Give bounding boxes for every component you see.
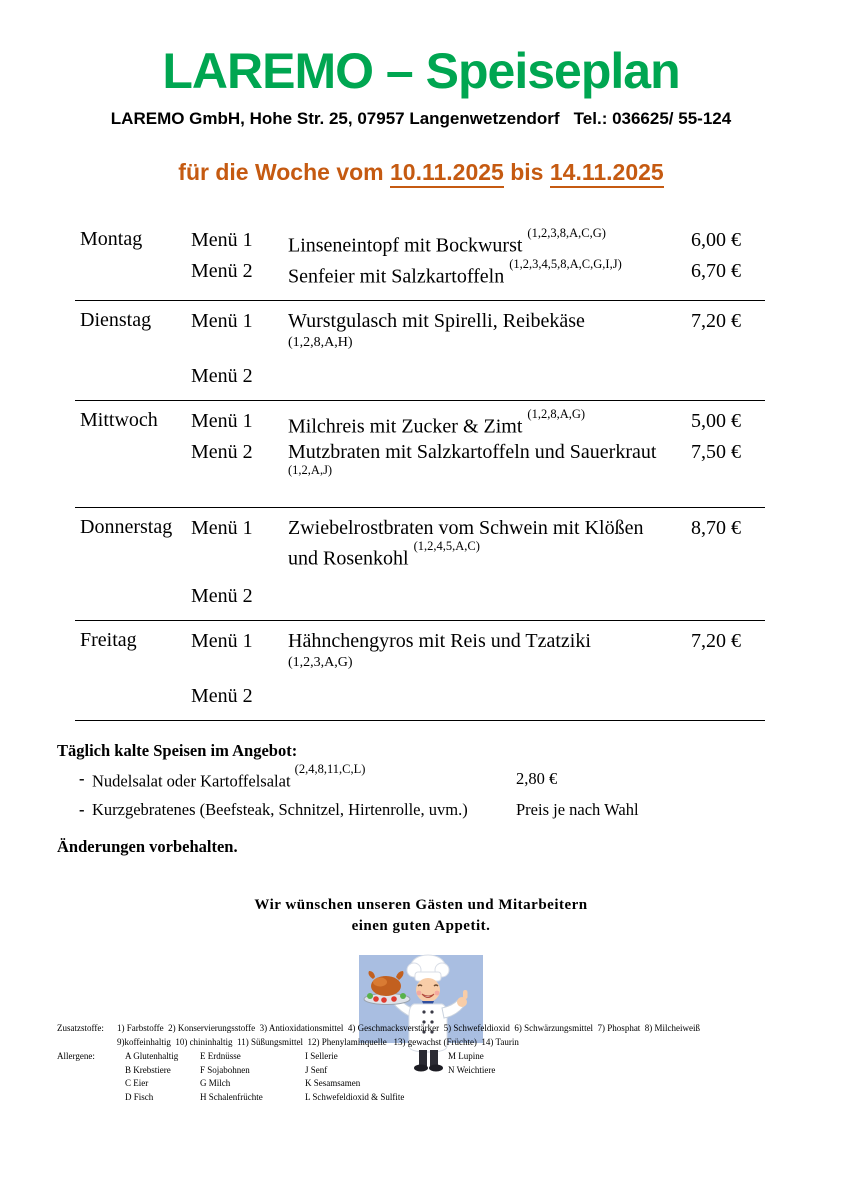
- footnotes: [57, 1022, 787, 1104]
- allergen-item: F Sojabohnen: [200, 1064, 250, 1075]
- additives-list-1: 1) Farbstoffe 2) Konservierungsstoffe 3) Antioxidationsmittel 4) Geschmacksverstärker 5) Schwefeldioxid 6) Schwärzungsmittel 7) Phosphat 8) Milcheiweiß: [117, 1023, 701, 1033]
- menu-number-label: Menü 1: [191, 630, 253, 653]
- price: 8,70 €: [691, 516, 741, 539]
- bullet-dash: -: [79, 769, 85, 789]
- menu-row: [191, 440, 765, 496]
- allergen-codes: (1,2,A,J): [288, 462, 333, 477]
- menu-row: [191, 309, 765, 351]
- week-range-line: [57, 159, 785, 186]
- menu-row: [191, 584, 765, 609]
- wish-line-2: einen guten Appetit.: [351, 917, 491, 934]
- allergen-item: G Milch: [200, 1078, 231, 1088]
- week-prefix: für die Woche vom: [178, 159, 384, 185]
- dish-name: Senfeier mit Salzkartoffeln: [288, 265, 505, 288]
- allergen-codes: (2,4,8,11,C,L): [294, 762, 366, 777]
- allergen-codes: (1,2,8,A,H): [288, 335, 353, 351]
- allergen-codes: (1,2,3,A,G): [288, 655, 353, 671]
- day-block-mittwoch: [75, 401, 765, 507]
- weekly-menu-table: [75, 220, 765, 721]
- price: 6,70 €: [691, 259, 741, 282]
- dish-name: Milchreis mit Zucker & Zimt: [288, 415, 523, 438]
- bullet-dash: -: [79, 799, 85, 819]
- allergen-column-1: [125, 1050, 200, 1104]
- price: [691, 364, 765, 389]
- allergen-item: I Sellerie: [305, 1051, 338, 1061]
- offer-row: [57, 762, 785, 792]
- menu-number-label: Menü 1: [191, 410, 253, 433]
- allergen-item: C Eier: [125, 1078, 149, 1088]
- menu-row: [191, 364, 765, 389]
- page-title: LAREMO – Speiseplan: [162, 43, 680, 99]
- allergen-codes: (1,2,4,5,A,C): [413, 538, 480, 553]
- allergen-item: N Weichtiere: [448, 1064, 496, 1075]
- menu-row: [191, 228, 765, 259]
- dish-name: Wurstgulasch mit Spirelli, Reibekäse: [288, 310, 585, 333]
- price: 7,50 €: [691, 440, 741, 463]
- company-address: LAREMO GmbH, Hohe Str. 25, 07957 Langenwetzendorf Tel.: 036625/ 55-124: [110, 109, 732, 128]
- allergen-item: A Glutenhaltig: [125, 1051, 179, 1061]
- allergen-item: K Sesamsamen: [305, 1078, 361, 1088]
- day-label: Mittwoch: [80, 409, 158, 432]
- allergen-item: J Senf: [305, 1064, 328, 1075]
- allergens-label: Allergene:: [57, 1051, 95, 1061]
- allergen-column-4: [448, 1050, 495, 1104]
- dish-name: Linseneintopf mit Bockwurst: [288, 234, 523, 257]
- offer-price: 2,80 €: [516, 769, 558, 789]
- menu-number-label: Menü 2: [191, 685, 253, 708]
- offer-name: Nudelsalat oder Kartoffelsalat: [92, 771, 291, 791]
- menu-row: [191, 256, 765, 290]
- dish-name: [288, 364, 676, 389]
- price: [691, 684, 765, 709]
- allergen-item: B Krebstiere: [125, 1064, 171, 1075]
- allergen-item: D Fisch: [125, 1091, 154, 1102]
- day-label: Freitag: [80, 629, 137, 652]
- wish-line-1: Wir wünschen unseren Gästen und Mitarbeitern: [254, 896, 588, 913]
- allergen-item: E Erdnüsse: [200, 1051, 241, 1061]
- dish-name: [288, 584, 676, 609]
- menu-number-label: Menü 2: [191, 365, 253, 388]
- day-label: Donnerstag: [80, 515, 173, 538]
- day-block-montag: [75, 220, 765, 301]
- day-block-dienstag: [75, 301, 765, 401]
- allergen-item: H Schalenfrüchte: [200, 1091, 263, 1102]
- allergen-codes: (1,2,3,4,5,8,A,C,G,I,J): [509, 256, 622, 271]
- menu-number-label: Menü 2: [191, 259, 253, 282]
- offer-name: Kurzgebratenes (Beefsteak, Schnitzel, Hirtenrolle, uvm.): [92, 799, 468, 819]
- allergen-column-2: [200, 1050, 305, 1104]
- week-mid: bis: [510, 159, 544, 185]
- price: 7,20 €: [691, 630, 741, 653]
- appetit-wish: [57, 895, 785, 937]
- menu-number-label: Menü 1: [191, 229, 253, 251]
- day-block-freitag: [75, 621, 765, 721]
- allergen-codes: (1,2,8,A,G): [527, 407, 586, 422]
- dish-name: Mutzbraten mit Salzkartoffeln und Sauerkraut: [288, 440, 657, 463]
- allergen-column-3: [305, 1050, 448, 1104]
- menu-row: [191, 409, 765, 440]
- day-label: Montag: [80, 228, 143, 250]
- additives-line-2: 9)koffeinhaltig 10) chininhaltig 11) Süßungsmittel 12) Phenylaminquelle 13) gewachst (Früchte) 14) Taurin: [117, 1036, 519, 1047]
- allergen-item: M Lupine: [448, 1051, 484, 1061]
- allergens-block: [57, 1050, 787, 1104]
- day-block-donnerstag: [75, 508, 765, 622]
- menu-number-label: Menü 2: [191, 440, 253, 463]
- allergen-item: L Schwefeldioxid & Sulfite: [305, 1091, 405, 1102]
- price: [691, 584, 765, 609]
- price: 5,00 €: [691, 410, 741, 433]
- menu-number-label: Menü 2: [191, 585, 253, 608]
- dish-name: Zwiebelrostbraten vom Schwein mit Klößen und Rosenkohl: [288, 516, 644, 570]
- allergen-codes: (1,2,3,8,A,C,G): [527, 226, 606, 240]
- offer-price: Preis je nach Wahl: [516, 799, 639, 819]
- day-label: Dienstag: [80, 309, 152, 332]
- additives-line-1: [57, 1022, 787, 1036]
- price: 6,00 €: [691, 229, 741, 251]
- menu-row: [191, 684, 765, 709]
- menu-row: [191, 629, 765, 671]
- offer-row: [57, 800, 785, 820]
- changes-reserved-note: Änderungen vorbehalten.: [57, 836, 238, 856]
- week-start-date: 10.11.2025: [390, 159, 504, 188]
- menu-row: [191, 516, 765, 572]
- cold-offers-section: [57, 741, 785, 857]
- menu-number-label: Menü 1: [191, 516, 253, 539]
- dish-name: [288, 684, 676, 709]
- week-end-date: 14.11.2025: [550, 159, 664, 188]
- menu-number-label: Menü 1: [191, 310, 253, 333]
- cold-offers-heading: Täglich kalte Speisen im Angebot:: [57, 741, 298, 761]
- price: 7,20 €: [691, 310, 741, 333]
- additives-label: Zusatzstoffe:: [57, 1023, 104, 1033]
- dish-name: Hähnchengyros mit Reis und Tzatziki: [288, 630, 591, 653]
